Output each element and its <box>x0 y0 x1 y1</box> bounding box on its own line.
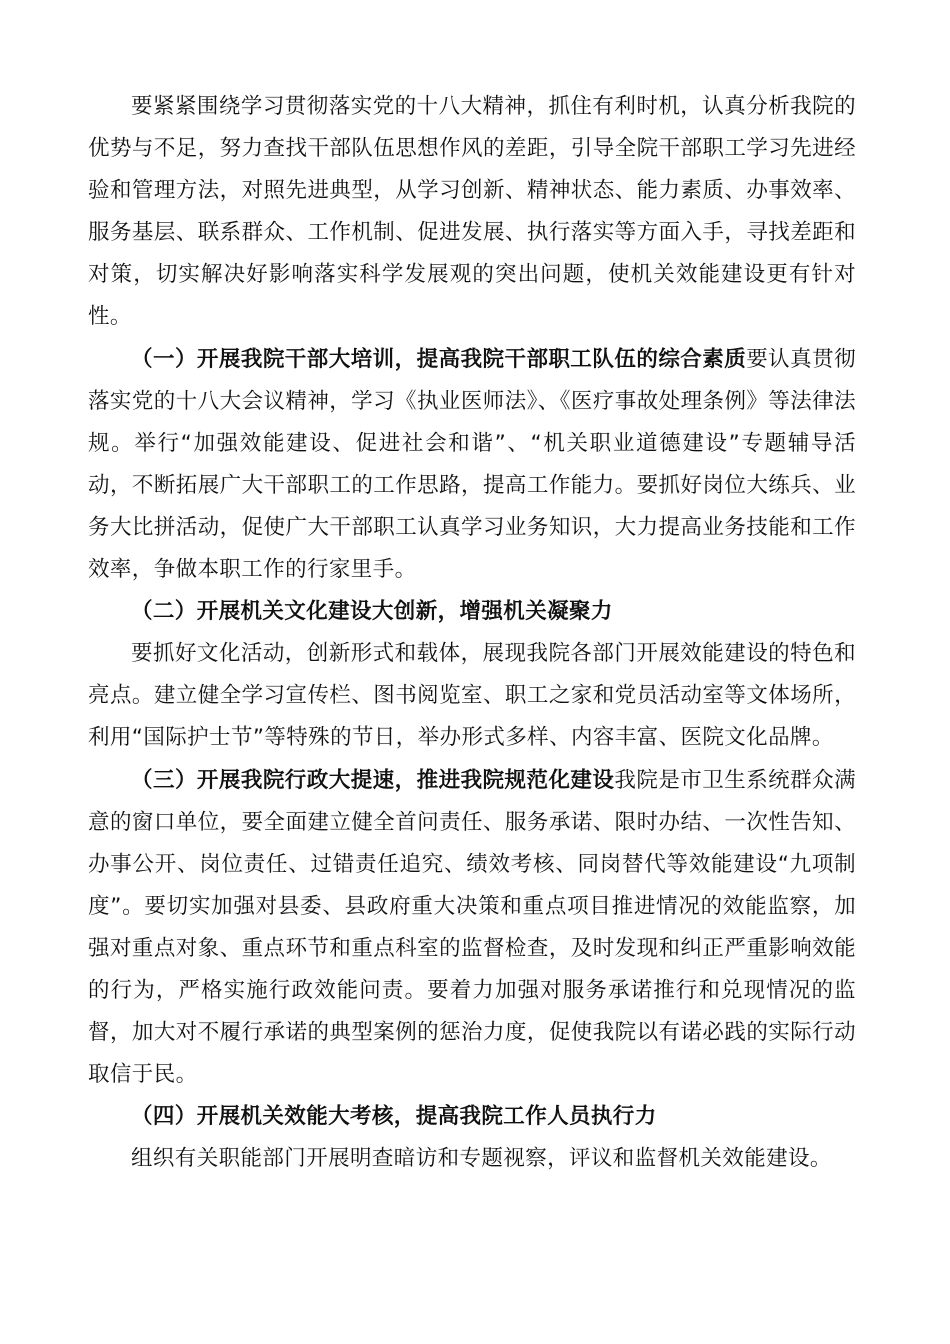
section-2-body: 要抓好文化活动，创新形式和载体，展现我院各部门开展效能建设的特色和亮点。建立健全学习宣传栏、图书阅览室、职工之家和党员活动室等文体场所，利用“国际护士节”等特殊的节日，举办形式多样、内容丰富、医院文化品牌。 <box>88 641 856 751</box>
section-3-body: 我院是市卫生系统群众满意的窗口单位，要全面建立健全首问责任、服务承诺、限时办结、一次性告知、办事公开、岗位责任、过错责任追究、绩效考核、同岗替代等效能建设“九项制度”。要切实加强对县委、县政府重大决策和重点项目推进情况的效能监察，加强对重点对象、重点环节和重点科室的监督检查，及时发现和纠正严重影响效能的行为，严格实施行政效能问责。要着力加强对服务承诺推行和兑现情况的监督，加大对不履行承诺的典型案例的惩治力度，促使我院以有诺必践的实际行动取信于民。 <box>88 767 856 1088</box>
document-page <box>88 86 856 1180</box>
intro-paragraph: 要紧紧围绕学习贯彻落实党的十八大精神，抓住有利时机，认真分析我院的优势与不足，努力查找干部队伍思想作风的差距，引导全院干部职工学习先进经验和管理方法，对照先进典型，从学习创新、精神状态、能力素质、办事效率、服务基层、联系群众、工作机制、促进发展、执行落实等方面入手，寻找差距和对策，切实解决好影响落实科学发展观的突出问题，使机关效能建设更有针对性。 <box>88 94 856 330</box>
section-4-body: 组织有关职能部门开展明查暗访和专题视察，评议和监督机关效能建设。 <box>131 1146 832 1172</box>
section-1-body: 要认真贯彻落实党的十八大会议精神，学习《执业医师法》、《医疗事故处理条例》等法律法规。举行“加强效能建设、促进社会和谐”、“机关职业道德建设”专题辅导活动，不断拓展广大干部职工的工作思路，提高工作能力。要抓好岗位大练兵、业务大比拼活动，促使广大干部职工认真学习业务知识，大力提高业务技能和工作效率，争做本职工作的行家里手。 <box>88 346 856 583</box>
section-3-heading: （三）开展我院行政大提速，推进我院规范化建设 <box>131 767 615 793</box>
section-4-heading: （四）开展机关效能大考核，提高我院工作人员执行力 <box>131 1104 657 1130</box>
section-2-heading: （二）开展机关文化建设大创新，增强机关凝聚力 <box>131 599 613 625</box>
section-3-paragraph <box>88 760 856 1097</box>
section-1-paragraph <box>88 339 856 592</box>
section-1-heading: （一）开展我院干部大培训，提高我院干部职工队伍的综合素质 <box>131 346 747 372</box>
